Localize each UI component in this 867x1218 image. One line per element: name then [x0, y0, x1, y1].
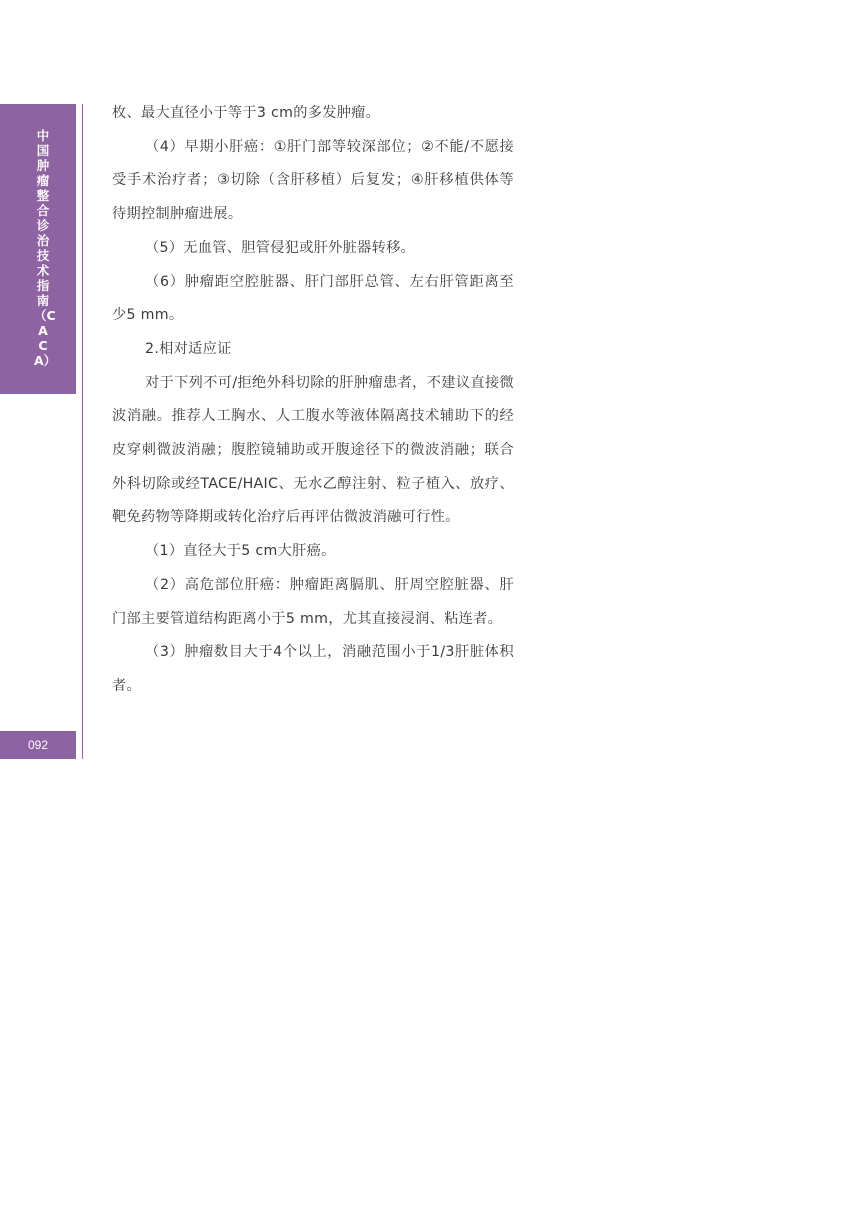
- paragraph-item-1: （1）直径大于5 cm大肝癌。: [145, 543, 336, 560]
- paragraph-continuation: 枚、最大直径小于等于3 cm的多发肿瘤。: [112, 105, 381, 121]
- body-text: [112, 97, 514, 704]
- paragraph-item-2: （2）高危部位肝癌：肿瘤距离膈肌、肝周空腔脏器、肝门部主要管道结构距离小于5 mm，尤其直接浸润、粘连者。: [112, 576, 514, 627]
- paragraph-item-3: （3）肿瘤数目大于4个以上，消融范围小于1/3肝脏体积者。: [112, 644, 514, 694]
- section-heading: 2.相对适应证: [145, 340, 232, 357]
- paragraph-item-6: （6）肿瘤距空腔脏器、肝门部肝总管、左右肝管距离至少5 mm。: [112, 273, 514, 324]
- page-number: 092: [0, 731, 76, 759]
- paragraph-item-5: （5）无血管、胆管侵犯或肝外脏器转移。: [145, 239, 416, 256]
- paragraph-intro: 对于下列不可/拒绝外科切除的肝肿瘤患者，不建议直接微波消融。推荐人工胸水、人工腹水等液体隔离技术辅助下的经皮穿刺微波消融；腹腔镜辅助或开腹途径下的微波消融；联合外科切除或经TACE/HAIC、无水乙醇注射、粒子植入、放疗、靶免药物等降期或转化治疗后再评估微波消融可行性。: [112, 374, 514, 526]
- paragraph-item-4: （4）早期小肝癌：①肝门部等较深部位；②不能/不愿接受手术治疗者；③切除（含肝移植）后复发；④肝移植供体等待期控制肿瘤进展。: [112, 138, 514, 223]
- margin-divider: [82, 104, 83, 759]
- book-title: 中国肿瘤整合诊治技术指南（CACA）: [34, 128, 57, 368]
